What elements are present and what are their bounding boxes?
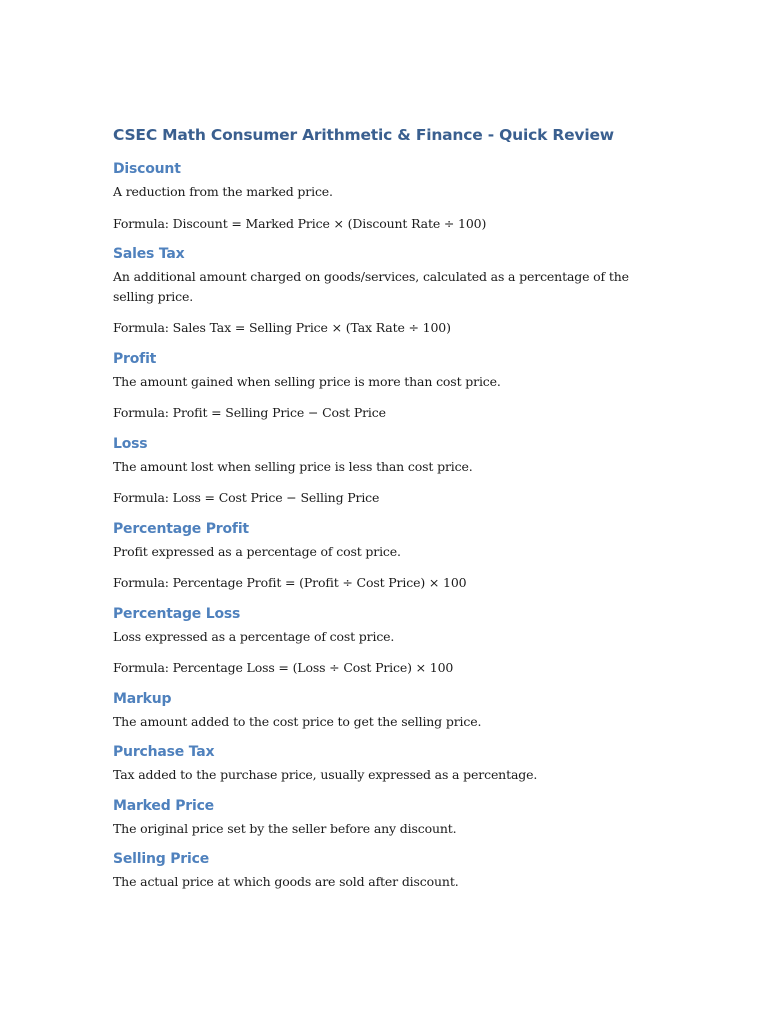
section-heading: Selling Price <box>113 851 209 867</box>
section-definition: Profit expressed as a percentage of cost price. <box>113 543 401 559</box>
section-loss <box>113 435 658 508</box>
section-definition: The actual price at which goods are sold after discount. <box>113 874 459 889</box>
document-title: CSEC Math Consumer Arithmetic & Finance - Quick Review <box>113 126 614 144</box>
section-selling-price <box>113 850 658 892</box>
section-sales-tax <box>113 245 658 338</box>
section-definition: The original price set by the seller before any discount. <box>113 820 457 836</box>
section-percentage-profit <box>113 520 658 593</box>
section-definition: Tax added to the purchase price, usually expressed as a percentage. <box>113 767 538 782</box>
section-formula: Formula: Sales Tax = Selling Price × (Tax Rate ÷ 100) <box>113 320 451 335</box>
section-marked-price <box>113 797 658 839</box>
section-heading: Purchase Tax <box>113 744 215 760</box>
section-definition: The amount gained when selling price is more than cost price. <box>113 373 501 389</box>
section-purchase-tax <box>113 743 658 785</box>
section-definition: A reduction from the marked price. <box>113 184 333 199</box>
section-percentage-loss <box>113 605 658 678</box>
section-formula: Formula: Percentage Profit = (Profit ÷ Cost Price) × 100 <box>113 575 467 590</box>
section-heading: Markup <box>113 690 172 707</box>
section-definition: The amount added to the cost price to get the selling price. <box>113 713 482 729</box>
section-markup <box>113 690 658 732</box>
section-heading: Loss <box>113 435 148 452</box>
section-heading: Discount <box>113 161 181 177</box>
section-discount <box>113 160 658 233</box>
section-formula: Formula: Percentage Loss = (Loss ÷ Cost Price) × 100 <box>113 660 454 675</box>
section-definition: Loss expressed as a percentage of cost price. <box>113 628 395 644</box>
section-formula: Formula: Profit = Selling Price − Cost Price <box>113 405 386 420</box>
section-heading: Marked Price <box>113 797 214 814</box>
section-heading: Percentage Loss <box>113 605 241 622</box>
section-heading: Sales Tax <box>113 246 185 262</box>
section-formula: Formula: Loss = Cost Price − Selling Price <box>113 490 380 505</box>
section-heading: Profit <box>113 350 157 367</box>
section-heading: Percentage Profit <box>113 520 249 537</box>
section-definition: An additional amount charged on goods/services, calculated as a percentage of the selling price. <box>113 269 629 304</box>
section-profit <box>113 350 658 423</box>
section-definition: The amount lost when selling price is less than cost price. <box>113 458 473 474</box>
section-formula: Formula: Discount = Marked Price × (Discount Rate ÷ 100) <box>113 215 487 231</box>
